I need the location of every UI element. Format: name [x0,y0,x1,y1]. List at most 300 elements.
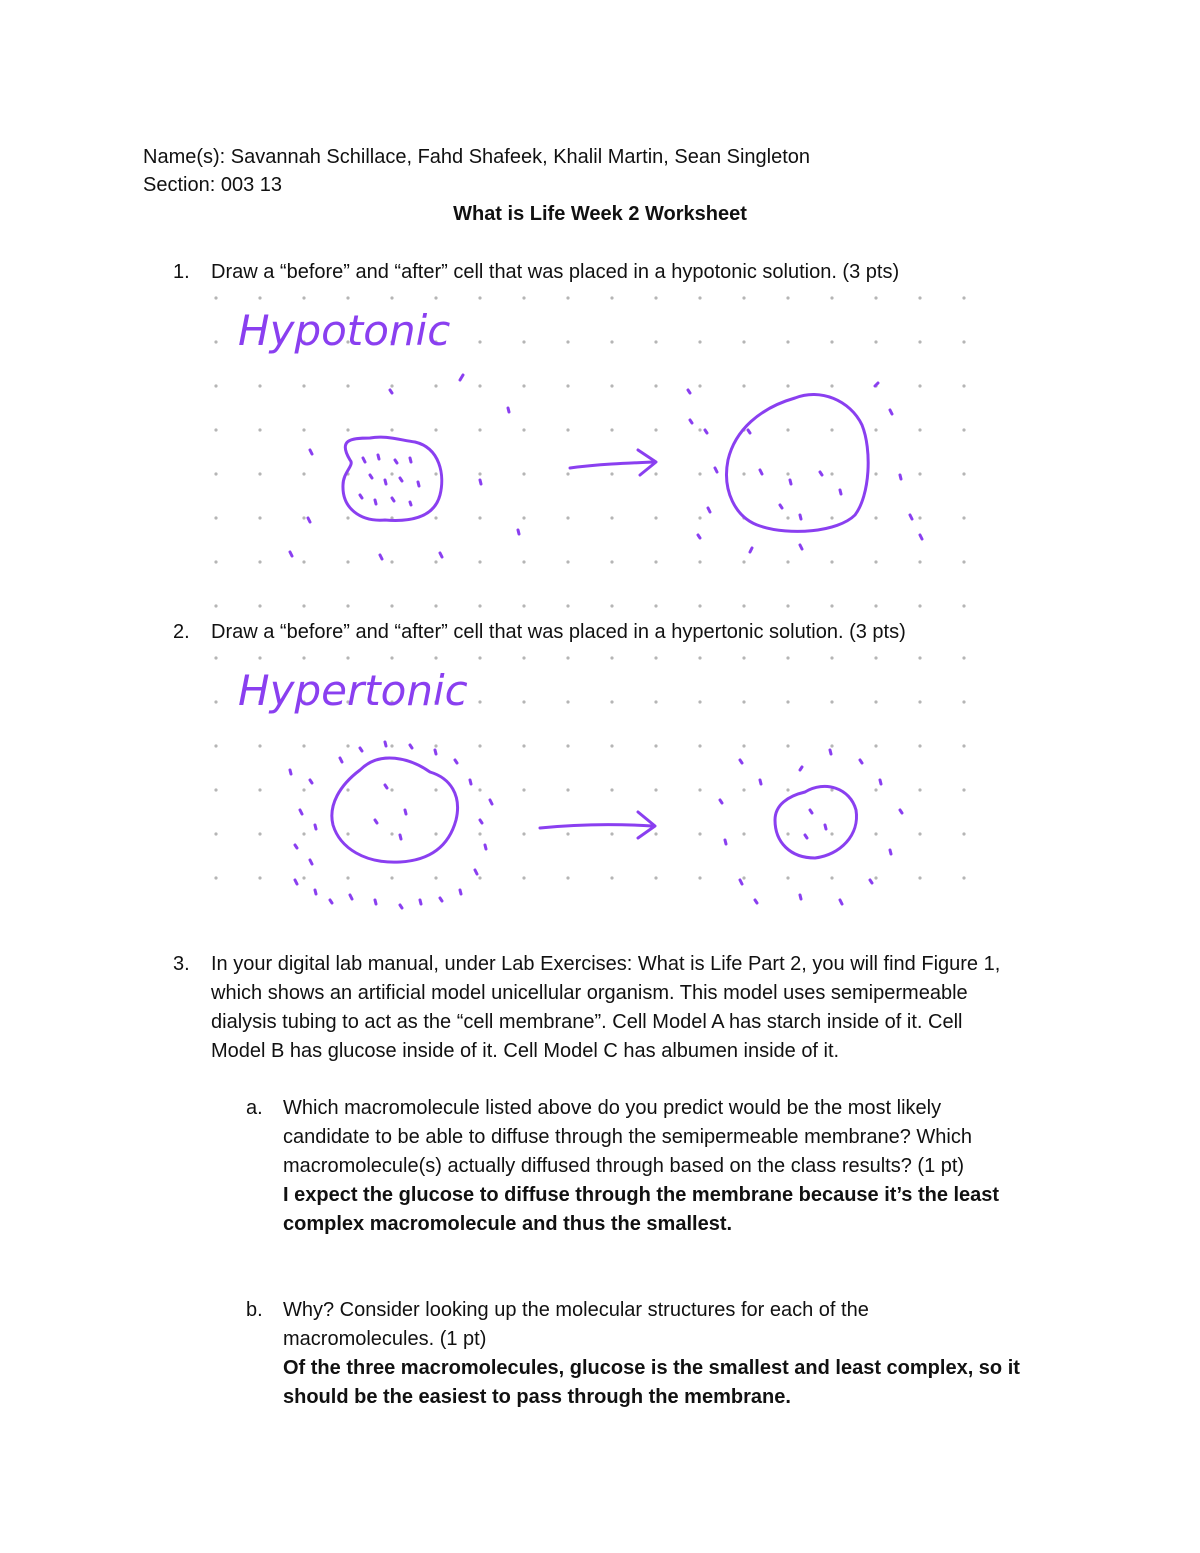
grid-dot [610,788,613,791]
worksheet-title: What is Life Week 2 Worksheet [453,203,747,225]
grid-dot [830,744,833,747]
grid-dot [214,876,217,879]
q3-number: 3. [173,953,190,975]
solute-mark [800,545,802,549]
solute-mark [860,760,862,763]
solute-mark [875,383,878,386]
solute-mark [740,880,742,884]
grid-dot [830,384,833,387]
grid-dot [962,428,965,431]
solute-mark [725,840,726,844]
solute-mark [363,458,365,462]
solute-mark [840,900,842,904]
solute-mark [340,758,342,762]
grid-dot [346,296,349,299]
solute-mark [890,850,891,854]
solute-mark [420,900,421,904]
solute-mark [800,767,802,770]
grid-dot [962,604,965,607]
grid-dot [874,832,877,835]
grid-dot [214,428,217,431]
grid-dot [302,788,305,791]
grid-dot [654,472,657,475]
grid-dot [610,744,613,747]
grid-dot [830,876,833,879]
solute-mark [315,825,316,829]
grid-dot [962,656,965,659]
grid-dot [874,472,877,475]
grid-dot [742,656,745,659]
grid-dot [962,296,965,299]
grid-dot [346,384,349,387]
solute-mark [360,748,362,751]
grid-dot [566,700,569,703]
grid-dot [214,296,217,299]
grid-dot [874,340,877,343]
grid-dot [698,516,701,519]
grid-dot [918,700,921,703]
solute-mark [395,460,397,463]
grid-dot [566,832,569,835]
grid-dot [830,296,833,299]
grid-dot [566,788,569,791]
grid-dot [302,656,305,659]
grid-dot [390,832,393,835]
grid-dot [654,656,657,659]
grid-dot [698,428,701,431]
grid-dot [698,560,701,563]
grid-dot [214,340,217,343]
hypotonic-sketch [200,290,980,610]
solute-mark [825,825,826,829]
q3a-answer-line-2: complex macromolecule and thus the smallest. [283,1213,733,1235]
solute-mark [375,900,376,904]
solute-mark [375,500,376,504]
grid-dot [522,384,525,387]
grid-dot [214,656,217,659]
q3a-line-3: macromolecule(s) actually diffused through based on the class results? (1 pt) [283,1155,965,1177]
grid-dot [918,560,921,563]
solute-mark [308,518,310,522]
q3a-line-1: Which macromolecule listed above do you predict would be the most likely [283,1097,942,1119]
solute-mark [800,515,801,519]
grid-dot [434,296,437,299]
hypertonic-label: Hypertonic [238,666,468,715]
grid-dot [302,876,305,879]
grid-dot [874,744,877,747]
grid-dot [610,700,613,703]
solute-mark [780,505,782,508]
grid-dot [918,340,921,343]
grid-dot [434,744,437,747]
grid-dot [434,604,437,607]
solute-mark [740,760,742,763]
q1-number: 1. [173,261,190,283]
solute-mark [910,515,912,519]
solute-mark [460,890,461,894]
solute-mark [470,780,471,784]
solute-mark [375,820,377,823]
solute-mark [715,468,717,472]
grid-dot [610,472,613,475]
grid-dot [214,832,217,835]
grid-dot [874,700,877,703]
q3a-answer-line-1: I expect the glucose to diffuse through the membrane because it’s the least [283,1184,1000,1206]
grid-dot [786,472,789,475]
grid-dot [434,832,437,835]
grid-dot [258,384,261,387]
solute-mark [900,810,902,813]
grid-dot [214,516,217,519]
grid-dot [742,296,745,299]
solute-mark [880,780,881,784]
grid-dot [786,340,789,343]
solute-mark [360,495,362,498]
grid-dot [390,876,393,879]
q3a-letter: a. [246,1097,263,1119]
solute-mark [378,455,379,459]
grid-dot [742,472,745,475]
grid-dot [478,340,481,343]
grid-dot [786,296,789,299]
grid-dot [258,472,261,475]
q3b-line-1: Why? Consider looking up the molecular structures for each of the [283,1299,869,1321]
grid-dot [478,744,481,747]
grid-dot [522,428,525,431]
grid-dot [522,516,525,519]
grid-dot [786,700,789,703]
grid-dot [390,788,393,791]
solute-mark [315,890,316,894]
grid-dot [786,656,789,659]
q3b-letter: b. [246,1299,263,1321]
hypotonic-label: Hypotonic [238,306,451,355]
grid-dot [786,744,789,747]
grid-dot [742,340,745,343]
solute-mark [698,535,700,538]
grid-dot [918,876,921,879]
hypertonic-sketch [200,650,980,930]
grid-dot [654,296,657,299]
q3b-answer-line-2: should be the easiest to pass through the membrane. [283,1386,791,1408]
grid-dot [566,604,569,607]
grid-dot [478,516,481,519]
grid-dot [302,560,305,563]
q3b-answer-line-1: Of the three macromolecules, glucose is the smallest and least complex, so it [283,1357,1020,1379]
solute-mark [380,555,382,559]
grid-dot [962,832,965,835]
solute-mark [455,760,457,763]
solute-mark [410,745,412,748]
solute-mark [690,420,692,423]
grid-dot [786,428,789,431]
solute-mark [392,498,394,501]
grid-dot [918,296,921,299]
grid-dot [566,472,569,475]
q3b-line-2: macromolecules. (1 pt) [283,1328,487,1350]
grid-dot [962,744,965,747]
solute-mark [460,375,463,380]
grid-dot [214,560,217,563]
grid-dot [522,832,525,835]
grid-dot [258,744,261,747]
grid-dot [962,340,965,343]
solute-mark [330,900,332,903]
grid-dot [698,744,701,747]
grid-dot [566,428,569,431]
solute-mark [385,742,386,746]
grid-dot [478,384,481,387]
grid-dot [874,428,877,431]
grid-dot [610,604,613,607]
grid-dot [434,560,437,563]
solute-mark [820,472,822,475]
grid-dot [302,296,305,299]
solute-mark [400,478,402,481]
solute-mark [480,480,481,484]
solute-mark [708,508,710,512]
solute-mark [300,810,302,814]
grid-dot [698,832,701,835]
grid-dot [610,560,613,563]
solute-mark [870,880,872,883]
solute-mark [518,530,519,534]
grid-dot [346,744,349,747]
grid-dot [830,700,833,703]
grid-dot [830,340,833,343]
grid-dot [830,472,833,475]
grid-dot [478,560,481,563]
grid-dot [522,876,525,879]
grid-dot [918,744,921,747]
grid-dot [478,788,481,791]
grid-dot [390,744,393,747]
solute-mark [490,800,492,804]
grid-dot [830,832,833,835]
grid-dot [610,384,613,387]
grid-dot [390,656,393,659]
grid-dot [610,296,613,299]
solute-mark [310,860,312,864]
grid-dot [874,560,877,563]
solute-mark [440,553,442,557]
grid-dot [346,788,349,791]
grid-dot [654,340,657,343]
grid-dot [566,744,569,747]
grid-dot [830,604,833,607]
grid-dot [522,788,525,791]
grid-dot [962,876,965,879]
grid-dot [566,340,569,343]
grid-dot [214,788,217,791]
grid-dot [918,472,921,475]
grid-dot [302,384,305,387]
grid-dot [786,516,789,519]
solute-mark [295,880,297,884]
grid-dot [434,428,437,431]
grid-dot [654,384,657,387]
grid-dot [962,384,965,387]
grid-dot [654,700,657,703]
grid-dot [610,428,613,431]
grid-dot [478,472,481,475]
solute-mark [840,490,841,494]
solute-mark [810,810,812,813]
grid-dot [830,516,833,519]
grid-dot [742,744,745,747]
solute-mark [760,470,762,474]
grid-dot [434,788,437,791]
grid-dot [302,428,305,431]
grid-dot [698,296,701,299]
grid-dot [654,744,657,747]
grid-dot [478,700,481,703]
grid-dot [786,832,789,835]
grid-dot [962,516,965,519]
q3-line-4: Model B has glucose inside of it. Cell Model C has albumen inside of it. [211,1040,840,1062]
grid-dot [478,876,481,879]
grid-dot [478,428,481,431]
grid-dot [918,788,921,791]
solute-mark [800,895,801,899]
solute-mark [900,475,901,479]
grid-dot [258,428,261,431]
grid-dot [610,340,613,343]
grid-dot [698,700,701,703]
grid-dot [654,876,657,879]
grid-dot [698,604,701,607]
q1-text: Draw a “before” and “after” cell that was placed in a hypotonic solution. (3 pts) [211,261,900,283]
grid-dot [346,428,349,431]
grid-dot [302,472,305,475]
grid-dot [522,340,525,343]
grid-dot [434,516,437,519]
grid-dot [742,788,745,791]
grid-dot [962,472,965,475]
grid-dot [874,296,877,299]
grid-dot [610,516,613,519]
grid-dot [346,656,349,659]
q3a-line-2: candidate to be able to diffuse through the semipermeable membrane? Which [283,1126,972,1148]
grid-dot [258,656,261,659]
grid-dot [654,604,657,607]
grid-dot [786,876,789,879]
grid-dot [214,604,217,607]
solute-mark [370,475,372,478]
grid-dot [874,516,877,519]
grid-dot [434,384,437,387]
grid-dot [302,744,305,747]
grid-dot [434,876,437,879]
solute-mark [755,900,757,903]
grid-dot [258,516,261,519]
grid-dot [522,700,525,703]
grid-dot [918,656,921,659]
grid-dot [522,472,525,475]
solute-mark [440,898,442,901]
grid-dot [654,788,657,791]
q3-line-1: In your digital lab manual, under Lab Exercises: What is Life Part 2, you will find Figure 1, [211,953,1001,975]
grid-dot [214,744,217,747]
grid-dot [962,788,965,791]
grid-dot [346,560,349,563]
grid-dot [610,876,613,879]
grid-dot [698,384,701,387]
q3-line-3: dialysis tubing to act as the “cell membrane”. Cell Model A has starch inside of it. Cell [211,1011,963,1033]
solute-mark [400,835,401,839]
solute-mark [688,390,690,393]
solute-mark [295,845,297,848]
grid-dot [258,560,261,563]
grid-dot [654,428,657,431]
solute-mark [705,430,707,433]
grid-dot [874,788,877,791]
names-line: Name(s): Savannah Schillace, Fahd Shafeek, Khalil Martin, Sean Singleton [143,146,811,168]
grid-dot [742,832,745,835]
solute-mark [480,820,482,823]
solute-mark [890,410,892,414]
solute-mark [410,502,411,505]
grid-dot [478,604,481,607]
grid-dot [390,604,393,607]
grid-dot [434,656,437,659]
grid-dot [610,832,613,835]
solute-mark [290,770,291,774]
grid-dot [214,700,217,703]
grid-dot [346,516,349,519]
solute-mark [290,552,292,556]
grid-dot [830,560,833,563]
grid-dot [478,832,481,835]
grid-dot [918,516,921,519]
grid-dot [390,472,393,475]
grid-dot [742,560,745,563]
grid-dot [522,656,525,659]
grid-dot [830,656,833,659]
grid-dot [962,560,965,563]
solute-mark [435,750,436,754]
grid-dot [566,516,569,519]
grid-dot [258,604,261,607]
solute-mark [310,780,312,783]
grid-dot [742,604,745,607]
solute-mark [385,480,386,484]
grid-dot [786,384,789,387]
grid-dot [390,384,393,387]
grid-dot [214,384,217,387]
solute-mark [508,408,509,412]
grid-dot [390,560,393,563]
section-line: Section: 003 13 [143,174,282,196]
q2-number: 2. [173,621,190,643]
grid-dot [654,560,657,563]
grid-dot [742,384,745,387]
grid-dot [258,832,261,835]
grid-dot [786,788,789,791]
grid-dot [698,788,701,791]
grid-dot [610,656,613,659]
solute-mark [400,905,402,908]
solute-mark [920,535,922,539]
grid-dot [258,296,261,299]
grid-dot [434,472,437,475]
grid-dot [698,340,701,343]
q2-text: Draw a “before” and “after” cell that was placed in a hypertonic solution. (3 pts) [211,621,906,643]
grid-dot [346,876,349,879]
grid-dot [258,876,261,879]
q3-line-2: which shows an artificial model unicellular organism. This model uses semipermeable [211,982,968,1004]
grid-dot [346,832,349,835]
